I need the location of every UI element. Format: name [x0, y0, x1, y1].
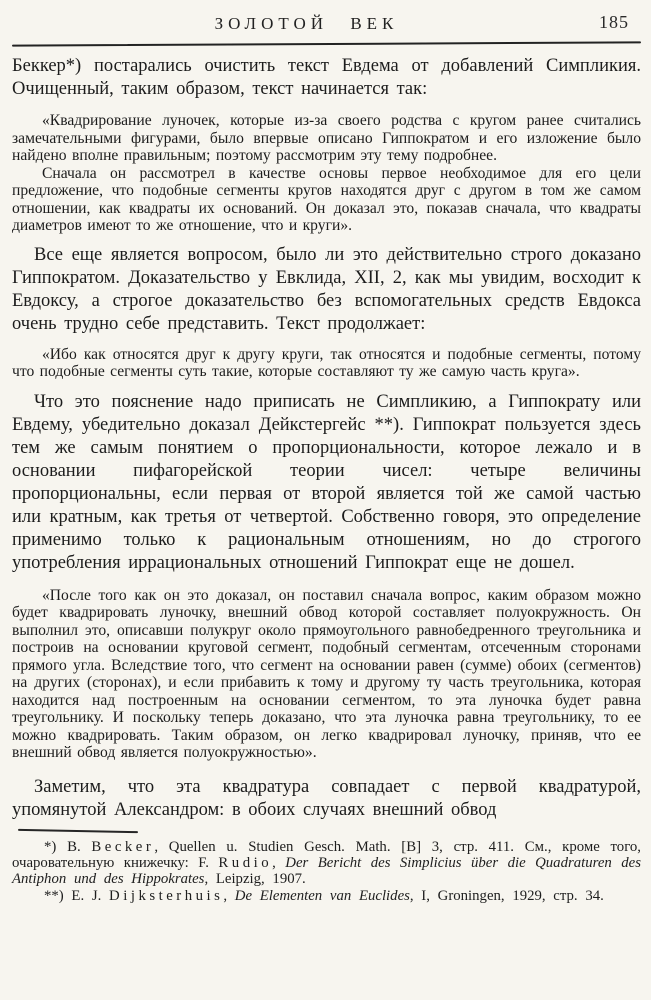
- footnote-author-name: Dijksterhuis: [109, 887, 224, 904]
- footnote-author-name: Becker: [91, 839, 155, 856]
- paragraph-continuation: Беккер*) постарались очистить текст Евдема от добавлений Симпликия. Очищенный, таким образом, текст начинается так:: [12, 56, 641, 100]
- footnote-marker: **) E. J.: [44, 887, 110, 904]
- header-rule: [12, 41, 641, 47]
- running-title: ЗОЛОТОЙ ВЕК: [214, 14, 399, 33]
- quote-paragraph: «После того как он это доказал, он поставил сначала вопрос, каким образом можно будет квадрировать луночку, внешний обвод которой составляет полуокружность. Он выполнил это, описавши полукруг около прямоугольного равнобедренного треугольника и построив на основании круговой сегмент, подобный сегментам, отсеченным сторонами прямого угла. Вследствие того, что сегмент на основании равен (сумме) обоих (сегментов) на других (сторонах), и если прибавить к тому и другому ту часть треугольника, которая находится над построенным на основании сегментом, то эта луночка будет равна треугольнику. И поскольку теперь доказано, что эта луночка равна треугольнику, то ее можно квадрировать. Таким образом, он легко квадрировал луночку, приняв, что ее внешний обвод является полуокружностью».: [12, 586, 641, 762]
- footnote-book-title: Der Bericht des Simplicius über die Quadraturen des Antiphon und des Hippokrates: [12, 855, 641, 888]
- footnotes: [12, 839, 641, 904]
- running-head: [12, 12, 641, 36]
- footnote-text: , Quellen u. Studien Gesch. Math. [B] 3, стр. 411. См., кроме того, очаровательную книжечку: F.: [12, 839, 641, 872]
- footnote-text: , I, Groningen, 1929, стр. 34.: [409, 887, 604, 904]
- block-quote-eudemus-text: [12, 112, 641, 235]
- footnote-book-title: De Elementen van Euclides: [234, 887, 410, 904]
- quote-paragraph: Сначала он рассмотрел в качестве основы первое необходимое для его цели предложение, что подобные сегменты кругов находятся друг с другом в том же самом отношении, как квадраты их оснований. Он доказал это, показав сначала, что квадраты диаметров имеют то же отношение, что и круги».: [12, 164, 641, 235]
- page-body: [12, 55, 641, 822]
- footnote-dijksterhuis: [12, 888, 641, 904]
- page-number: 185: [599, 12, 629, 32]
- quote-paragraph: «Квадрирование луночек, которые из-за своего родства с кругом ранее считались замечательными фигурами, было впервые описано Гиппократом и его изложение было найдено вполне правильным; поэтому рассмотрим эту тему подробнее.: [12, 112, 641, 165]
- block-quote-lune-squaring: [12, 587, 641, 762]
- paragraph-proportionality: Что это пояснение надо приписать не Симпликию, а Гиппократу или Евдему, убедительно доказал Дейкстергейс **). Гиппократ пользуется здесь тем же самым понятием о пропорциональности, которое лежало и в основании пифагорейской теории чисел: четыре величины пропорциональны, если первая от второй является той же самой частью или кратным, как третья от четвертой. Собственно говоря, это определение применимо только к рациональным отношениям, но до строгого употребления иррациональных отношений Гиппократ еще не дошел.: [12, 391, 641, 573]
- footnote-author-name: Rudio: [218, 855, 273, 872]
- block-quote-circles: [12, 346, 641, 381]
- footnote-text: , Leipzig, 1907.: [204, 871, 306, 888]
- paragraph-commentary: Все еще является вопросом, было ли это действительно строго доказано Гиппократом. Доказательство у Евклида, XII, 2, как мы увидим, восходит к Евдоксу, а строгое доказательство без вспомогательных средств Евдокса очень трудно себе представить. Текст продолжает:: [12, 244, 641, 334]
- paragraph-closing: Заметим, что эта квадратура совпадает с первой квадратурой, упомянутой Александром: в обоих случаях внешний обвод: [12, 776, 641, 820]
- footnote-text: ,: [272, 855, 286, 872]
- footnote-area: [12, 830, 641, 904]
- footnote-separator-rule: [18, 829, 138, 833]
- footnote-becker: [12, 839, 641, 888]
- quote-paragraph: «Ибо как относятся друг к другу круги, так относятся и подобные сегменты, потому что подобные сегменты суть такие, которые составляют ту же самую часть круга».: [12, 345, 641, 381]
- footnote-marker: *) B.: [44, 839, 92, 856]
- footnote-text: ,: [223, 887, 235, 904]
